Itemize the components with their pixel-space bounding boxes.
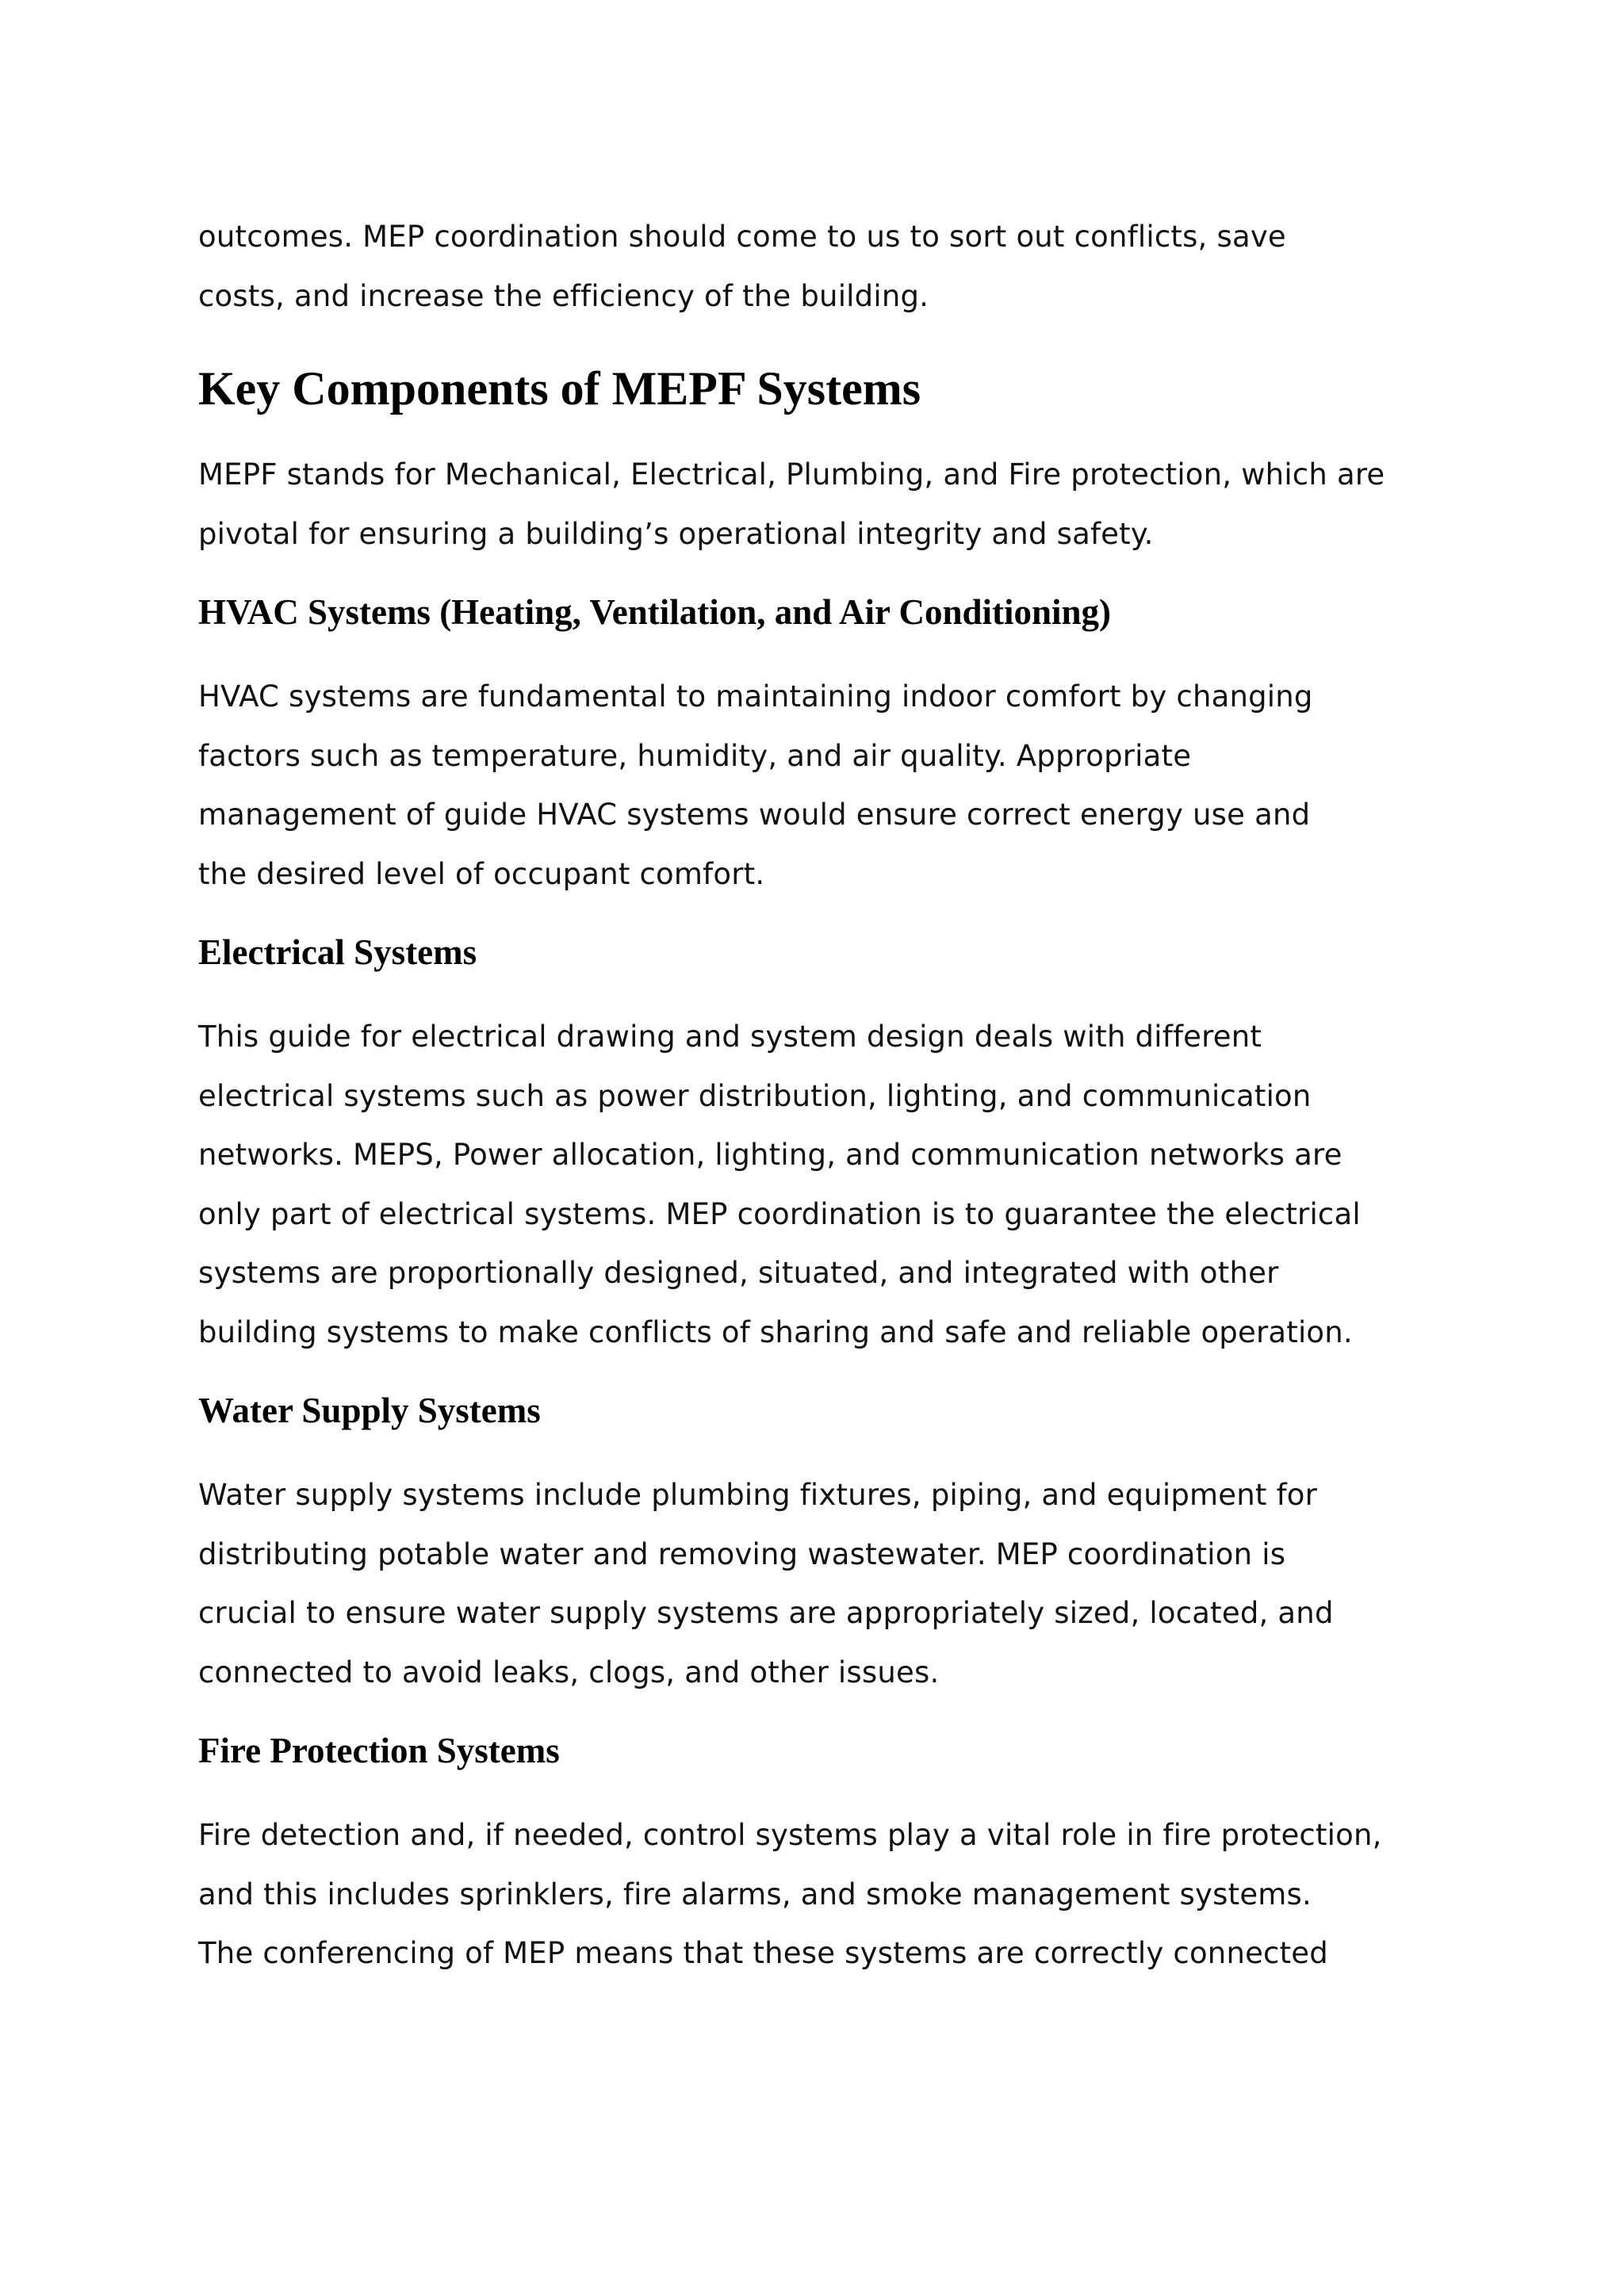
text-line: connected to avoid leaks, clogs, and other issues. (198, 1655, 940, 1689)
section-heading-electrical: Electrical Systems (198, 932, 477, 972)
section-heading-fire-protection: Fire Protection Systems (198, 1731, 560, 1770)
text-line: HVAC systems are fundamental to maintaining indoor comfort by changing (198, 679, 1313, 714)
text-line: outcomes. MEP coordination should come to us to sort out conflicts, save (198, 220, 1286, 254)
text-line: This guide for electrical drawing and system design deals with different (198, 1020, 1262, 1054)
text-line: building systems to make conflicts of sharing and safe and reliable operation. (198, 1314, 1353, 1349)
text-line: MEPF stands for Mechanical, Electrical, Plumbing, and Fire protection, which are (198, 457, 1385, 492)
text-line: networks. MEPS, Power allocation, lighting, and communication networks are (198, 1138, 1342, 1172)
section-paragraph-water-supply (198, 1466, 1451, 1702)
text-line: pivotal for ensuring a building’s operational integrity and safety. (198, 516, 1154, 551)
text-line: electrical systems such as power distribution, lighting, and communication (198, 1078, 1312, 1113)
section-paragraph-hvac (198, 668, 1451, 904)
text-line: crucial to ensure water supply systems are appropriately sized, located, and (198, 1596, 1334, 1630)
text-line: and this includes sprinklers, fire alarms, and smoke management systems. (198, 1877, 1312, 1911)
section-paragraph-electrical (198, 1008, 1451, 1362)
text-line: Fire detection and, if needed, control systems play a vital role in fire protection, (198, 1818, 1382, 1852)
main-heading: Key Components of MEPF Systems (198, 362, 921, 415)
section-heading-water-supply: Water Supply Systems (198, 1391, 541, 1430)
text-line: systems are proportionally designed, situated, and integrated with other (198, 1256, 1279, 1290)
text-line: distributing potable water and removing wastewater. MEP coordination is (198, 1536, 1286, 1571)
text-line: only part of electrical systems. MEP coordination is to guarantee the electrical (198, 1196, 1361, 1231)
intro-paragraph (198, 208, 1451, 326)
text-line: costs, and increase the efficiency of the building. (198, 278, 929, 313)
text-line: Water supply systems include plumbing fixtures, piping, and equipment for (198, 1478, 1318, 1512)
section-paragraph-fire-protection (198, 1806, 1451, 1984)
text-line: The conferencing of MEP means that these systems are correctly connected (198, 1936, 1328, 1970)
main-paragraph (198, 446, 1451, 564)
document-page (198, 208, 1451, 1984)
text-line: management of guide HVAC systems would ensure correct energy use and (198, 798, 1311, 832)
text-line: factors such as temperature, humidity, and air quality. Appropriate (198, 738, 1192, 773)
section-heading-hvac: HVAC Systems (Heating, Ventilation, and Air Conditioning) (198, 592, 1112, 632)
text-line: the desired level of occupant comfort. (198, 856, 765, 891)
